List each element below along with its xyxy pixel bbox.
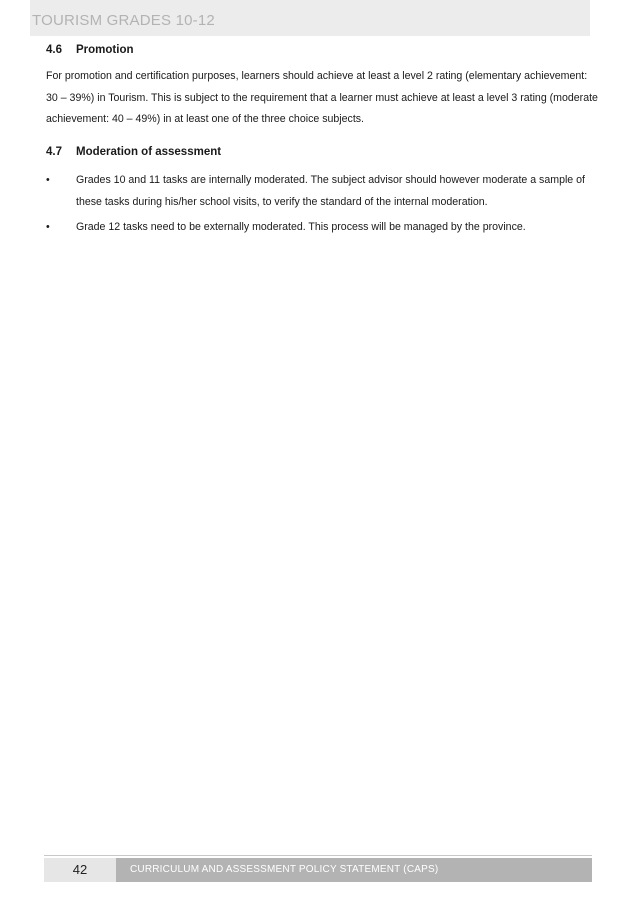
section-number: 4.7 [46, 146, 62, 158]
section-heading-promotion [46, 44, 134, 56]
bullet-line: Grade 12 tasks need to be externally moderated. This process will be managed by the province. [76, 221, 526, 233]
section-heading-moderation [46, 146, 221, 158]
footer-bar [116, 858, 592, 882]
bullet-line: Grades 10 and 11 tasks are internally moderated. The subject advisor should however moderate a sample of [76, 174, 585, 186]
paragraph-line: achievement: 40 – 49%) in at least one of the three choice subjects. [46, 113, 365, 125]
section-title: Promotion [76, 44, 134, 56]
section-title: Moderation of assessment [76, 146, 222, 158]
paragraph-line: For promotion and certification purposes, learners should achieve at least a level 2 rating (elementary achievement: [46, 70, 588, 82]
bullet-marker: • [46, 221, 50, 233]
footer-divider [44, 855, 592, 856]
paragraph-line: 30 – 39%) in Tourism. This is subject to the requirement that a learner must achieve at least a level 3 rating (moderate [46, 91, 598, 104]
document-title: TOURISM GRADES 10-12 [32, 12, 215, 29]
bullet-line: these tasks during his/her school visits, to verify the standard of the internal moderation. [76, 195, 488, 208]
section-number: 4.6 [46, 44, 62, 56]
promotion-paragraph [46, 66, 598, 131]
bullet-marker: • [46, 174, 50, 186]
page-number: 42 [44, 858, 116, 882]
footer-text: CURRICULUM AND ASSESSMENT POLICY STATEMENT (CAPS) [130, 864, 439, 875]
